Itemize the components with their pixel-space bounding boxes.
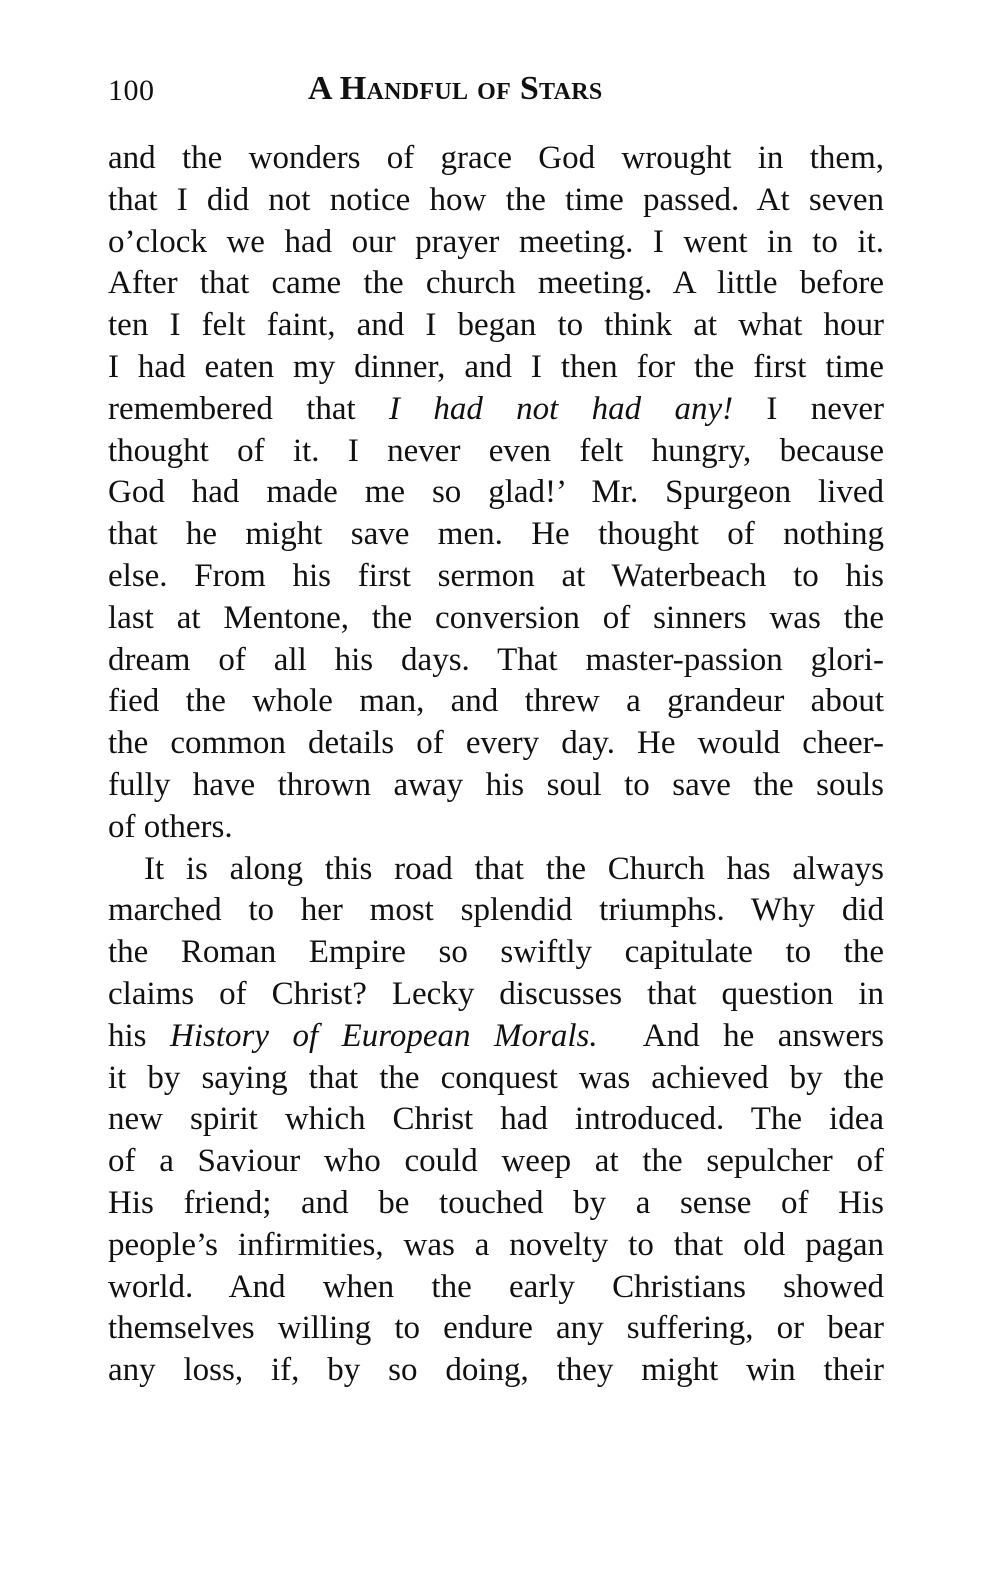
text-line: the common details of every day. He would cheer- (108, 725, 884, 762)
text-line: people’s infirmities, was a novelty to that old pagan (108, 1226, 884, 1263)
text-line: claims of Christ? Lecky discusses that question in (108, 975, 884, 1012)
text-line: dream of all his days. That master-passion glori- (108, 641, 884, 678)
text-line: world. And when the early Christians showed (108, 1268, 884, 1305)
italic-phrase: I had not had any! (389, 390, 734, 427)
book-title-italic: History of European Morals. (170, 1017, 598, 1054)
text-line-with-italic (108, 389, 884, 431)
text-line: else. From his first sermon at Waterbeach to his (108, 557, 884, 594)
text-run: I never (733, 390, 884, 427)
text-line: and the wonders of grace God wrought in them, (108, 140, 884, 176)
text-line: fied the whole man, and threw a grandeur about (108, 683, 884, 720)
text-line: His friend; and be touched by a sense of His (108, 1184, 884, 1221)
text-run: And he answers (597, 1017, 884, 1054)
text-run: his (108, 1017, 170, 1054)
text-line-paragraph-start: It is along this road that the Church has always (144, 850, 884, 887)
text-line: I had eaten my dinner, and I then for the first time (108, 348, 884, 385)
text-line: that he might save men. He thought of nothing (108, 516, 884, 553)
text-line: it by saying that the conquest was achieved by the (108, 1059, 884, 1096)
text-line: marched to her most splendid triumphs. Why did (108, 892, 884, 929)
text-line: the Roman Empire so swiftly capitulate to the (108, 934, 884, 971)
text-line: that I did not notice how the time passed. At seven (108, 181, 884, 218)
text-run: remembered that (108, 390, 390, 427)
text-line: last at Mentone, the conversion of sinners was the (108, 599, 884, 636)
text-line: thought of it. I never even felt hungry, because (108, 432, 884, 469)
text-line: fully have thrown away his soul to save the souls (108, 766, 884, 803)
text-line: of a Saviour who could weep at the sepulcher of (108, 1143, 884, 1180)
text-line: ten I felt faint, and I began to think at what hour (108, 307, 884, 344)
text-line: any loss, if, by so doing, they might win their (108, 1352, 884, 1389)
text-line-paragraph-end: of others. (108, 808, 233, 845)
text-line: After that came the church meeting. A little before (108, 265, 884, 302)
page-header (108, 70, 884, 118)
text-line: new spirit which Christ had introduced. The idea (108, 1101, 884, 1138)
text-line-with-italic (108, 1016, 884, 1058)
text-line: themselves willing to endure any suffering, or bear (108, 1310, 884, 1347)
text-line: God had made me so glad!’ Mr. Spurgeon lived (108, 474, 884, 511)
page-number: 100 (108, 74, 155, 107)
text-line: o’clock we had our prayer meeting. I went in to it. (108, 223, 884, 260)
running-title: A Handful of Stars (308, 70, 603, 107)
body-text (108, 138, 884, 1392)
